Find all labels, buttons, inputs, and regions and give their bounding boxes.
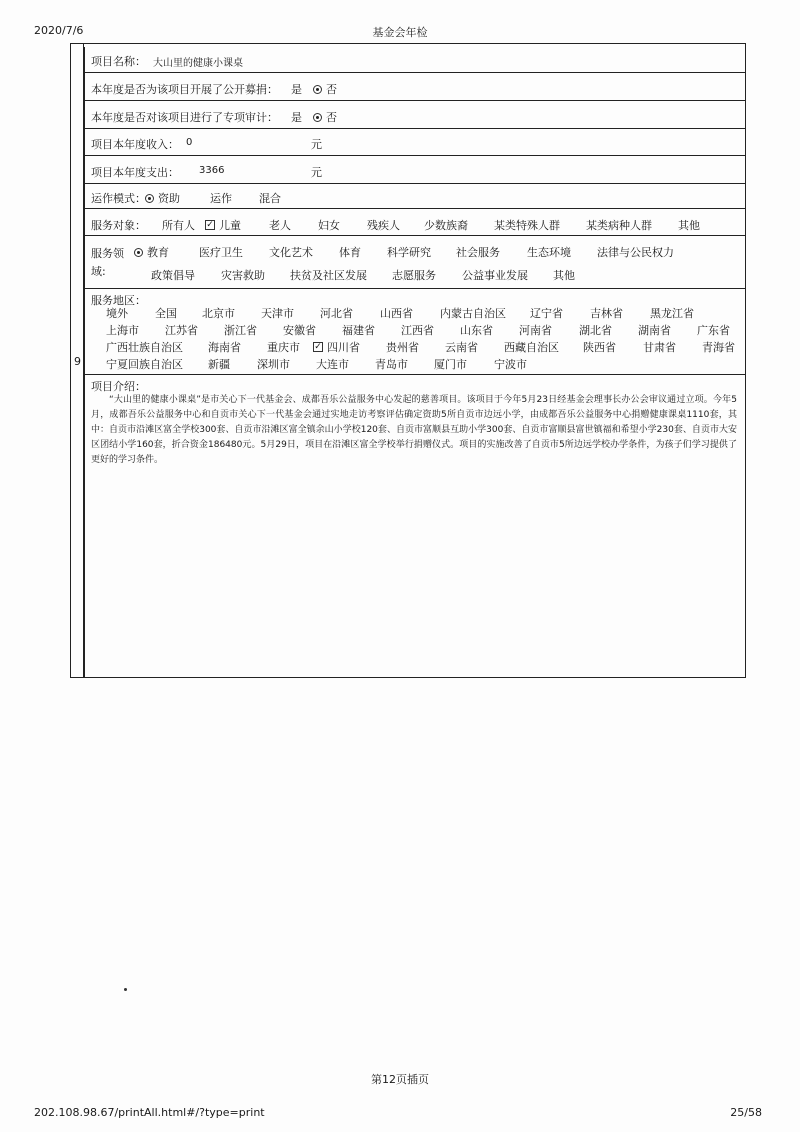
service-target-row	[85, 209, 745, 236]
row-number-column	[71, 44, 84, 677]
region-option[interactable]: 北京市	[202, 307, 235, 320]
region-option[interactable]: 安徽省	[283, 324, 316, 337]
target-option-other[interactable]: 其他	[678, 219, 700, 232]
region-option[interactable]: 上海市	[106, 324, 139, 337]
field-option-law[interactable]: 法律与公民权力	[597, 246, 674, 259]
target-option-disabled[interactable]: 残疾人	[367, 219, 400, 232]
income-unit: 元	[311, 138, 322, 151]
service-target-label: 服务对象：	[91, 219, 146, 232]
region-option[interactable]: 湖北省	[579, 324, 612, 337]
operation-option-fund[interactable]: 资助	[145, 190, 180, 206]
target-option-special-group[interactable]: 某类特殊人群	[494, 219, 560, 232]
field-option-disaster[interactable]: 灾害救助	[221, 269, 265, 282]
project-name-label: 项目名称：	[91, 55, 146, 68]
field-option-public-welfare[interactable]: 公益事业发展	[462, 269, 528, 282]
special-audit-yes[interactable]: 是	[291, 111, 302, 124]
region-option[interactable]: 福建省	[342, 324, 375, 337]
introduction-row	[85, 375, 745, 677]
page-url: 202.108.98.67/printAll.html#/?type=print	[34, 1106, 265, 1119]
region-option[interactable]: 深圳市	[257, 358, 290, 371]
introduction-label: 项目介绍：	[91, 380, 146, 393]
operation-option-mixed[interactable]: 混合	[259, 192, 281, 205]
special-audit-row	[85, 101, 745, 129]
region-option[interactable]: 山西省	[380, 307, 413, 320]
radio-selected-icon	[313, 85, 322, 94]
public-fundraising-yes[interactable]: 是	[291, 83, 302, 96]
row-number: 9	[74, 355, 81, 368]
checkbox-checked-icon: ✓	[206, 220, 214, 230]
target-option-women[interactable]: 妇女	[318, 219, 340, 232]
field-option-sports[interactable]: 体育	[339, 246, 361, 259]
region-option[interactable]: 吉林省	[590, 307, 623, 320]
region-option[interactable]: 甘肃省	[643, 341, 676, 354]
region-option[interactable]: 河北省	[320, 307, 353, 320]
field-option-other[interactable]: 其他	[553, 269, 575, 282]
region-option[interactable]: 全国	[155, 307, 177, 320]
region-option[interactable]: 山东省	[460, 324, 493, 337]
operation-mode-label: 运作模式：	[91, 192, 146, 205]
radio-selected-icon	[313, 113, 322, 122]
form-body	[84, 47, 745, 677]
region-option[interactable]: 新疆	[208, 358, 230, 371]
income-row	[85, 129, 745, 156]
region-option[interactable]: 青岛市	[375, 358, 408, 371]
region-option[interactable]: 宁波市	[494, 358, 527, 371]
public-fundraising-row	[85, 73, 745, 101]
field-option-social-service[interactable]: 社会服务	[456, 246, 500, 259]
service-field-row	[85, 236, 745, 289]
field-option-poverty[interactable]: 扶贫及社区发展	[290, 269, 367, 282]
region-option[interactable]: 境外	[106, 307, 128, 320]
page-title: 基金会年检	[372, 26, 428, 39]
region-option[interactable]: 天津市	[261, 307, 294, 320]
service-field-label: 服务领	[91, 247, 124, 260]
page-count: 25/58	[730, 1106, 762, 1119]
public-fundraising-label: 本年度是否为该项目开展了公开募捐：	[91, 83, 278, 96]
region-option[interactable]: 黑龙江省	[650, 307, 694, 320]
region-option[interactable]: 重庆市	[267, 341, 300, 354]
region-option[interactable]: 广东省	[697, 324, 730, 337]
print-date: 2020/7/6	[34, 24, 84, 37]
field-option-volunteer[interactable]: 志愿服务	[392, 269, 436, 282]
project-form	[70, 43, 746, 678]
field-option-ecology[interactable]: 生态环境	[527, 246, 571, 259]
expense-label: 项目本年度支出：	[91, 166, 179, 179]
region-option[interactable]: 广西壮族自治区	[106, 341, 183, 354]
introduction-text: “大山里的健康小课桌”是市关心下一代基金会、成都吾乐公益服务中心发起的慈善项目。该项目于今年5月23日经基金会理事长办公会审议通过立项。今年5月，成都吾乐公益服务中心和自贡市关心下一代基金会通过实地走访考察评估确定资助5所自贡市边远小学，由成都吾乐公益服务中心捐赠健康课桌1110套，其中：自贡市沿滩区富全学校300套、自贡市沿滩区富全镇余山小学校120套、自贡市富顺县互助小学300套、自贡市富顺县富世镇福和希望小学230套、自贡市大安区团结小学160套，折合资金186480元。5月29日，项目在沿滩区富全学校举行捐赠仪式。项目的实施改善了自贡市5所边远学校办学条件，为孩子们学习提供了更好的学习条件。	[91, 395, 737, 465]
income-value: 0	[186, 137, 193, 148]
region-option[interactable]: 湖南省	[638, 324, 671, 337]
page-label: 第12页插页	[371, 1073, 429, 1086]
region-option[interactable]: 陕西省	[583, 341, 616, 354]
expense-value: 3366	[199, 165, 225, 176]
checkbox-checked-icon: ✓	[314, 342, 322, 352]
radio-selected-icon	[145, 194, 154, 203]
region-option[interactable]: 内蒙古自治区	[440, 307, 506, 320]
region-option[interactable]: 厦门市	[434, 358, 467, 371]
field-option-culture[interactable]: 文化艺术	[269, 246, 313, 259]
region-option[interactable]: 西藏自治区	[504, 341, 559, 354]
income-label: 项目本年度收入：	[91, 138, 179, 151]
target-option-disease-group[interactable]: 某类病种人群	[586, 219, 652, 232]
special-audit-no[interactable]: 否	[313, 109, 337, 125]
project-name-row	[85, 47, 745, 73]
service-field-label-cont: 域:	[91, 265, 106, 278]
operation-mode-row	[85, 184, 745, 209]
field-option-policy[interactable]: 政策倡导	[151, 269, 195, 282]
field-option-education[interactable]: 教育	[134, 244, 169, 260]
expense-row	[85, 156, 745, 184]
target-option-minority[interactable]: 少数族裔	[424, 219, 468, 232]
field-option-science[interactable]: 科学研究	[387, 246, 431, 259]
expense-unit: 元	[311, 166, 322, 179]
service-region-row	[85, 289, 745, 375]
stray-dot	[124, 988, 127, 991]
region-option[interactable]: 青海省	[702, 341, 735, 354]
service-region-label: 服务地区：	[91, 294, 146, 307]
region-option[interactable]: ✓ 四川省	[314, 341, 360, 354]
project-name-value: 大山里的健康小课桌	[153, 58, 243, 69]
region-option[interactable]: 海南省	[208, 341, 241, 354]
public-fundraising-no[interactable]: 否	[313, 81, 337, 97]
region-option[interactable]: 云南省	[445, 341, 478, 354]
target-option-children[interactable]: ✓ 儿童	[206, 219, 241, 232]
region-option[interactable]: 浙江省	[224, 324, 257, 337]
region-option[interactable]: 贵州省	[386, 341, 419, 354]
region-option[interactable]: 江西省	[401, 324, 434, 337]
region-option[interactable]: 江苏省	[165, 324, 198, 337]
radio-selected-icon	[134, 248, 143, 257]
operation-option-operate[interactable]: 运作	[210, 192, 232, 205]
region-option[interactable]: 辽宁省	[530, 307, 563, 320]
target-option-all[interactable]: 所有人	[162, 219, 195, 232]
field-option-health[interactable]: 医疗卫生	[199, 246, 243, 259]
special-audit-label: 本年度是否对该项目进行了专项审计：	[91, 111, 278, 124]
region-option[interactable]: 河南省	[519, 324, 552, 337]
target-option-elderly[interactable]: 老人	[269, 219, 291, 232]
region-option[interactable]: 宁夏回族自治区	[106, 358, 183, 371]
region-option[interactable]: 大连市	[316, 358, 349, 371]
